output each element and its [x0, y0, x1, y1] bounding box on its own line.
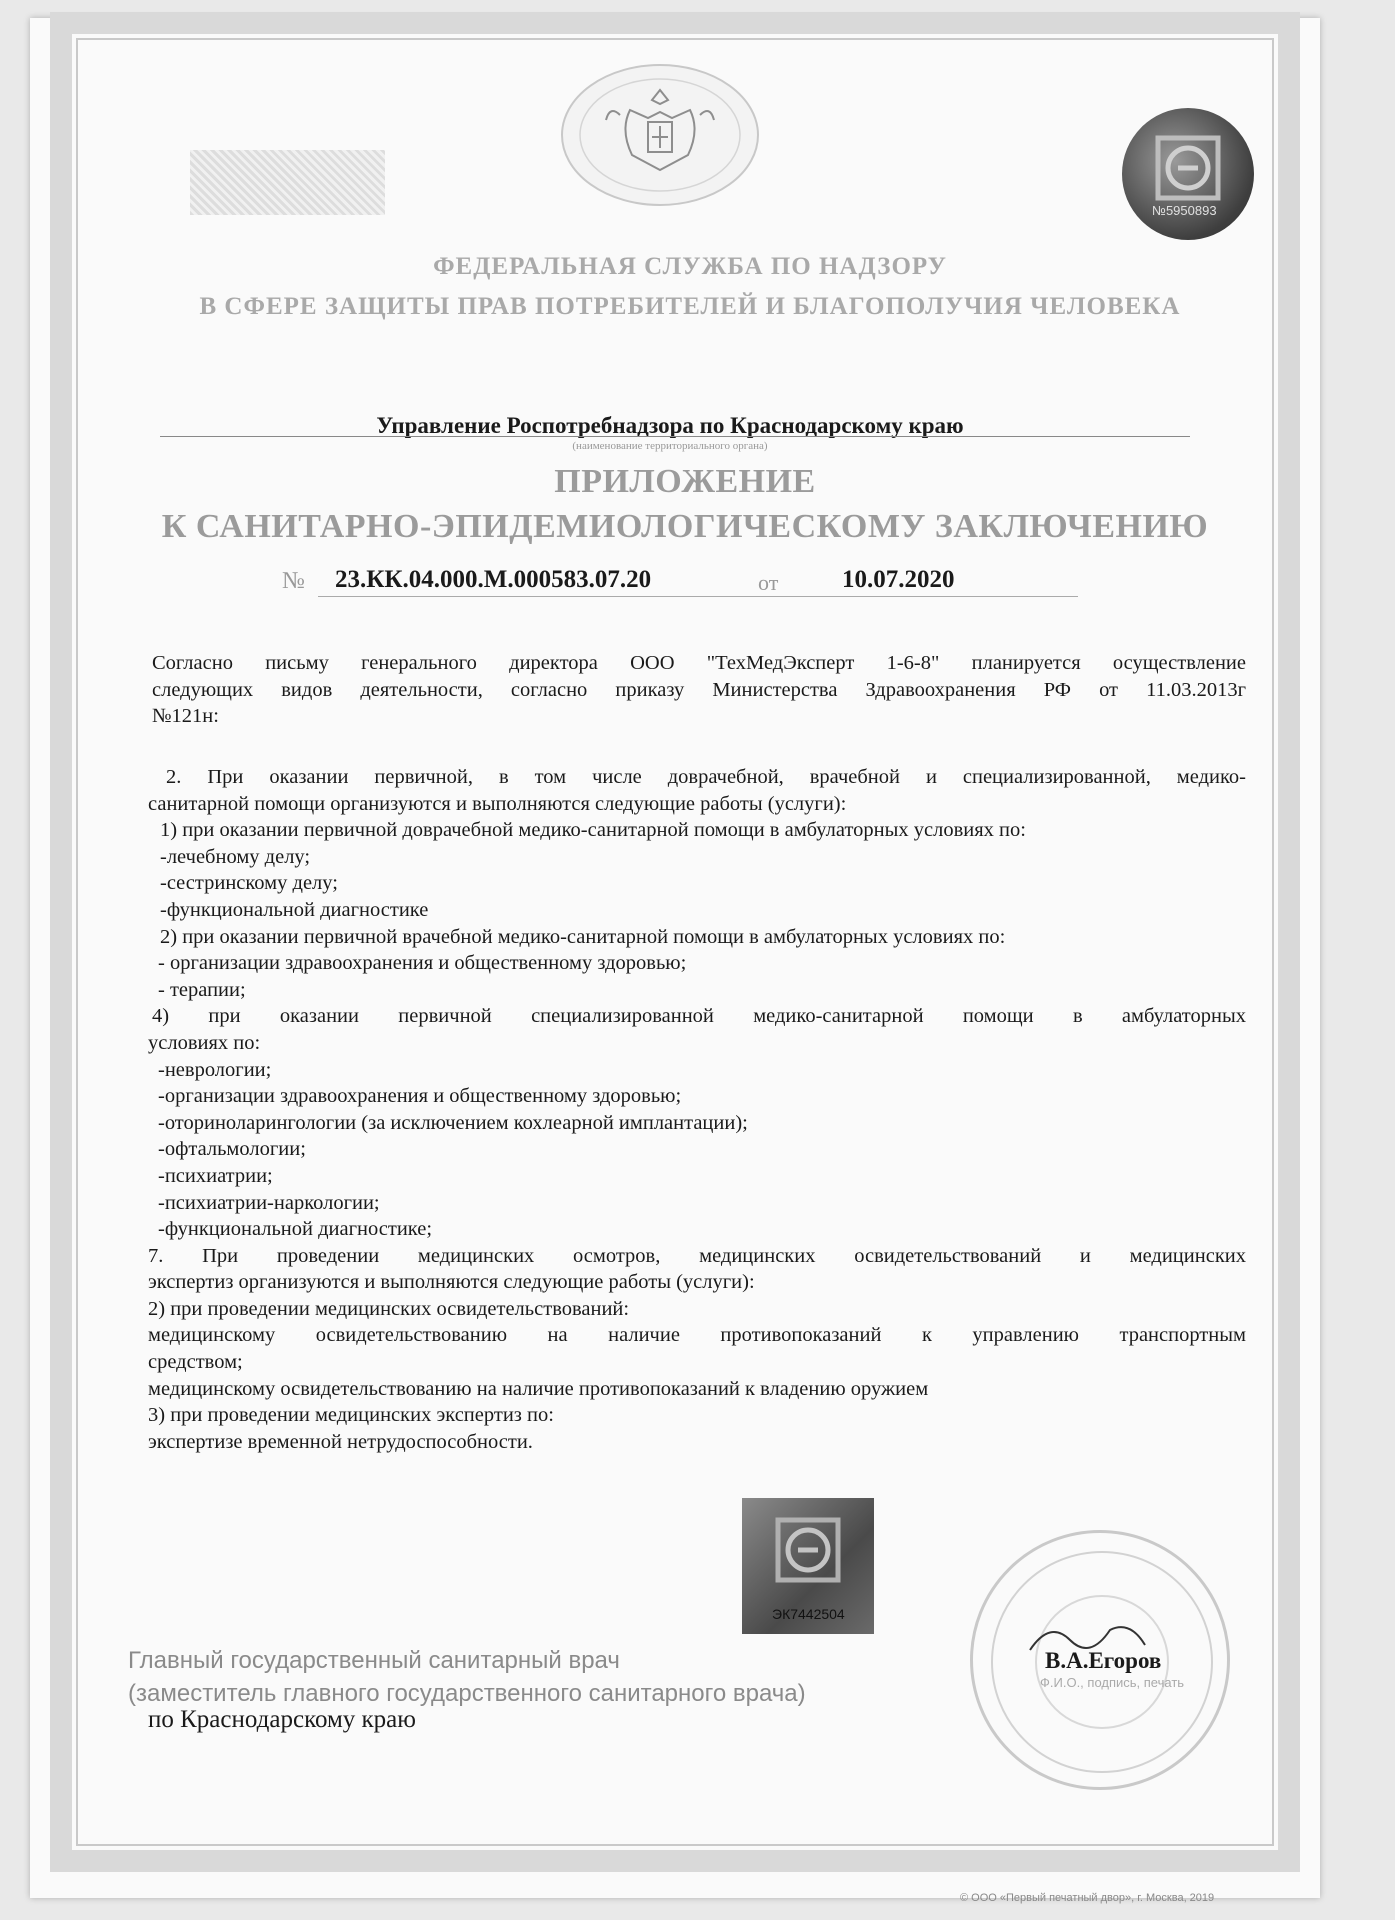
territorial-caption: (наименование территориального органа)	[572, 440, 768, 452]
signer-name: В.А.Егоров	[1045, 1648, 1162, 1673]
body-line: -функциональной диагностике	[160, 898, 429, 921]
number-label: №	[282, 568, 305, 594]
hologram-number: №5950893	[1152, 203, 1217, 218]
services-list	[148, 764, 1246, 1455]
intro-line: №121н:	[152, 705, 219, 728]
signer-role-line-1: Главный государственный санитарный врач	[128, 1647, 620, 1674]
body-line: 1) при оказании первичной доврачебной медико-санитарной помощи в амбулаторных условиях по:	[160, 819, 1026, 842]
body-line: 2. При оказании первичной, в том числе доврачебной, врачебной и специализированной, медико-	[166, 766, 1246, 788]
body-line: -лечебному делу;	[160, 845, 311, 868]
body-line: средством;	[148, 1351, 243, 1374]
intro-line: следующих видов деятельности, согласно приказу Министерства Здравоохранения РФ от 11.03.2013г	[152, 678, 1246, 701]
number-underline	[318, 596, 1078, 597]
signer-region: по Краснодарскому краю	[148, 1706, 416, 1733]
intro-line: Согласно письму генерального директора ООО "ТехМедЭксперт 1-6-8" планируется осуществление	[152, 652, 1246, 674]
hologram-seal-top	[1122, 108, 1254, 240]
printer-footer: © ООО «Первый печатный двор», г. Москва, 2019	[960, 1892, 1215, 1904]
body-line: 4) при оказании первичной специализированной медико-санитарной помощи в амбулаторных	[152, 1005, 1246, 1028]
hologram-seal-bottom	[742, 1498, 874, 1634]
date-label: от	[758, 570, 779, 595]
body-line: -офтальмологии;	[158, 1138, 306, 1161]
body-line: - организации здравоохранения и общественному здоровью;	[158, 952, 687, 975]
body-line: медицинскому освидетельствованию на наличие противопоказаний к управлению транспортным	[148, 1324, 1246, 1347]
body-line: санитарной помощи организуются и выполняются следующие работы (услуги):	[148, 792, 847, 815]
body-line: экспертизе временной нетрудоспособности.	[148, 1430, 533, 1453]
body-line: -организации здравоохранения и общественному здоровью;	[158, 1085, 682, 1108]
signer-role-line-2: (заместитель главного государственного санитарного врача)	[128, 1680, 806, 1707]
document-title-line-1: ПРИЛОЖЕНИЕ	[554, 463, 816, 500]
emblem-badge	[560, 60, 760, 210]
body-line: -сестринскому делу;	[160, 872, 338, 895]
body-line: 2) при проведении медицинских освидетельствований:	[148, 1297, 630, 1320]
body-line: экспертиз организуются и выполняются следующие работы (услуги):	[148, 1271, 755, 1294]
security-pattern	[190, 150, 385, 215]
body-line: 3) при проведении медицинских экспертиз по:	[148, 1404, 554, 1427]
signature-caption: Ф.И.О., подпись, печать	[1040, 1675, 1185, 1690]
agency-line-2: В СФЕРЕ ЗАЩИТЫ ПРАВ ПОТРЕБИТЕЛЕЙ И БЛАГОПОЛУЧИЯ ЧЕЛОВЕКА	[199, 293, 1181, 320]
agency-line-1: ФЕДЕРАЛЬНАЯ СЛУЖБА ПО НАДЗОРУ	[433, 253, 947, 280]
body-line: -психиатрии;	[158, 1164, 273, 1187]
document-title-line-2: К САНИТАРНО-ЭПИДЕМИОЛОГИЧЕСКОМУ ЗАКЛЮЧЕНИЮ	[161, 508, 1209, 545]
document-date: 10.07.2020	[842, 566, 955, 593]
body-line: -неврологии;	[158, 1058, 272, 1081]
body-line: -функциональной диагностике;	[158, 1218, 433, 1241]
body-line: 7. При проведении медицинских осмотров, медицинских освидетельствований и медицинских	[148, 1244, 1246, 1267]
body-line: медицинскому освидетельствованию на наличие противопоказаний к владению оружием	[148, 1377, 929, 1400]
body-line: - терапии;	[158, 978, 246, 1001]
body-line: 2) при оказании первичной врачебной медико-санитарной помощи в амбулаторных условиях по:	[160, 925, 1006, 948]
hologram-icon	[742, 1498, 874, 1608]
body-line: -психиатрии-наркологии;	[158, 1191, 380, 1214]
document-number: 23.КК.04.000.М.000583.07.20	[335, 566, 652, 593]
hologram-icon	[1122, 108, 1254, 240]
body-line: -оториноларингологии (за исключением кохлеарной имплантации);	[158, 1111, 748, 1134]
emblem-icon	[560, 60, 760, 210]
territorial-body: Управление Роспотребнадзора по Краснодарскому краю	[376, 413, 964, 438]
body-line: условиях по:	[148, 1031, 261, 1054]
intro-paragraph	[152, 650, 1246, 730]
territorial-underline	[160, 436, 1190, 437]
hologram-number: ЭК7442504	[772, 1606, 845, 1622]
